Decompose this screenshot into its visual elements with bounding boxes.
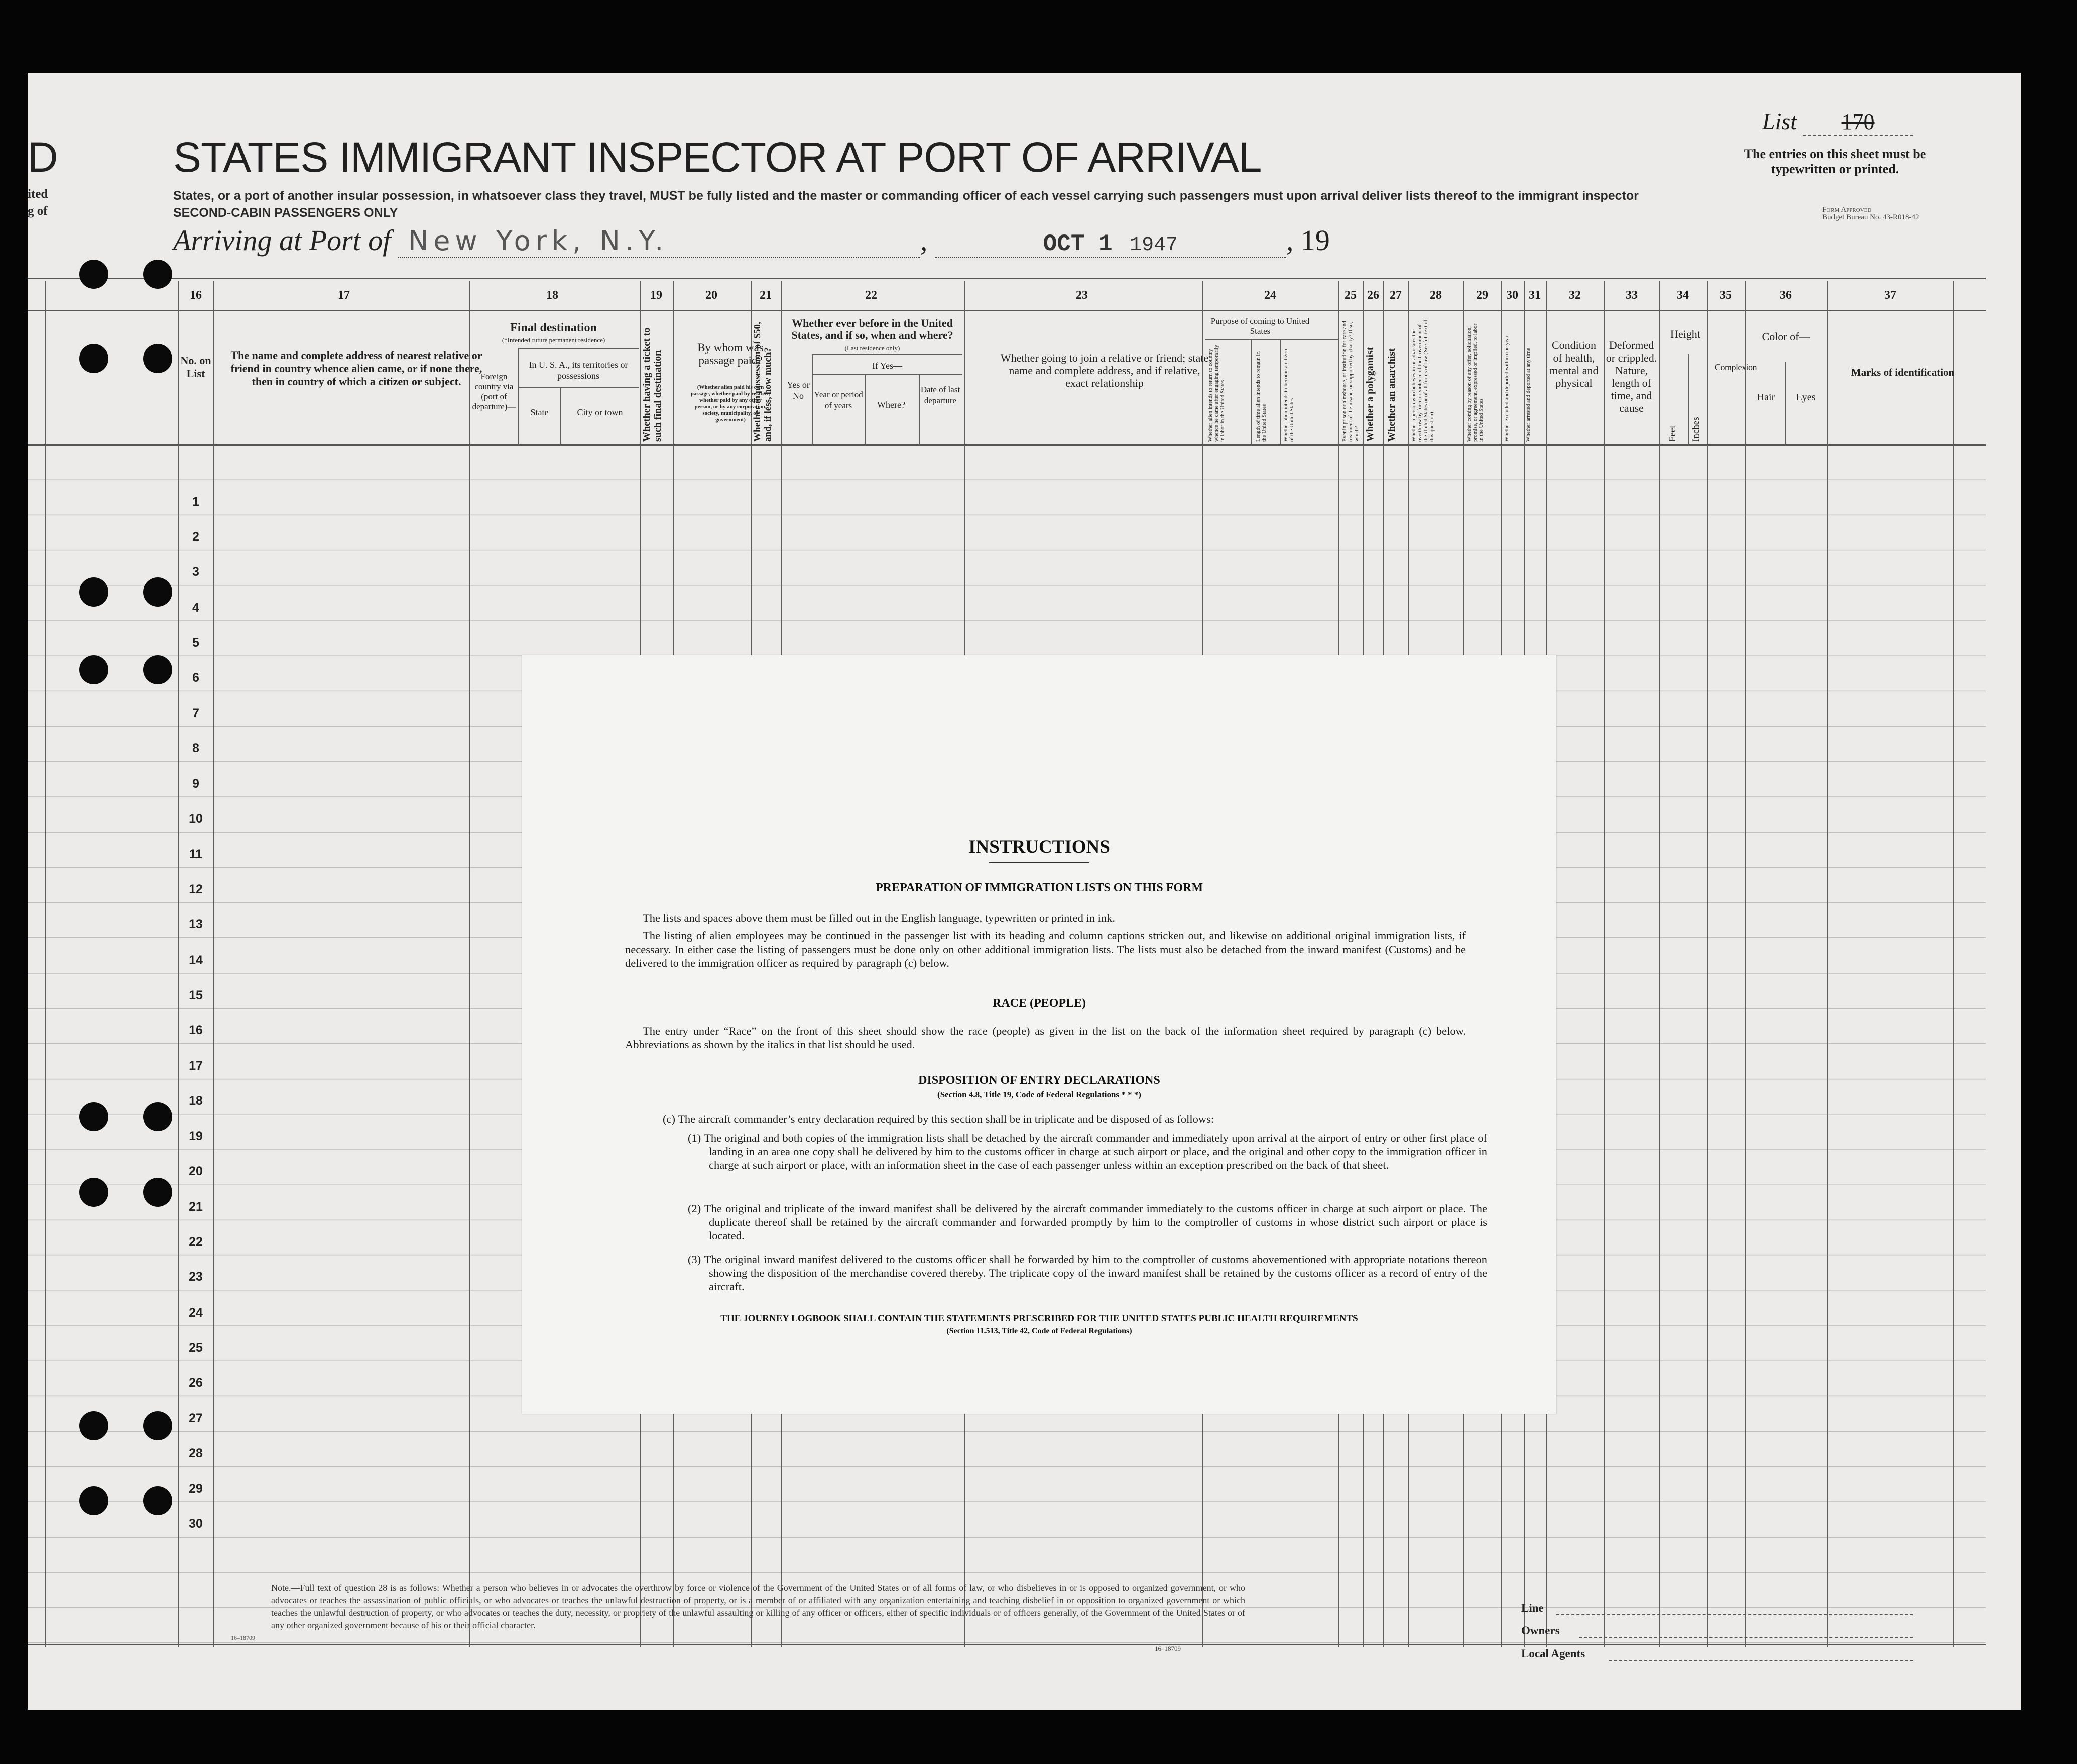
row-number: 25 bbox=[189, 1340, 203, 1355]
col35-header: Complexion bbox=[1715, 362, 1757, 372]
column-rule bbox=[45, 281, 46, 1647]
col22-date: Date of last departure bbox=[920, 385, 960, 405]
instructions-insert bbox=[522, 655, 1556, 1414]
col24-b: Length of time alien intends to remain in the United States bbox=[1255, 351, 1267, 442]
row-number: 5 bbox=[192, 635, 199, 650]
row-number: 10 bbox=[189, 811, 203, 826]
logbook-note: THE JOURNEY LOGBOOK SHALL CONTAIN THE STATEMENTS PRESCRIBED FOR THE UNITED STATES PUBLIC HEALTH REQUIREMENTS bbox=[720, 1313, 1358, 1324]
column-rule bbox=[1745, 281, 1746, 1647]
punch-hole bbox=[79, 260, 108, 289]
column-number: 20 bbox=[705, 289, 717, 302]
row-number: 14 bbox=[189, 953, 203, 967]
col25-header: Ever in prison or almshouse, or institution for care and treatment of the insane, or supported by charity? If so, which? bbox=[1341, 321, 1360, 442]
subtitle-line: States, or a port of another insular possession, in whatsoever class they travel, MUST be fully listed and the master or commanding officer of each vessel carrying such passengers must upon arrival deliver lists thereof to the immigrant inspector bbox=[173, 189, 1639, 203]
century: 19 bbox=[1300, 224, 1330, 257]
instructions-title: INSTRUCTIONS bbox=[968, 837, 1110, 857]
col20-title: By whom was passage paid? bbox=[697, 341, 764, 367]
col18-foreign: Foreign country via (port of departure)— bbox=[472, 372, 516, 411]
column-rule bbox=[1707, 281, 1708, 1647]
item-2 bbox=[688, 1202, 1487, 1242]
col31-header: Whether arrested and deported at any time bbox=[1525, 348, 1531, 442]
column-number: 21 bbox=[760, 289, 772, 302]
column-number: 30 bbox=[1506, 289, 1518, 302]
footnote-q28: Note.—Full text of question 28 is as follows: Whether a person who believes in or advocates the overthrow by force or violence of the Government of the United States or of all forms of law, or who disbelieves in or is opposed to organized government, or who advocates or teaches the assassination of public officials, or who advocates or teaches the unlawful destruction of property, or is a member of or affiliated with any organization entertaining and teaching disbelief in or opposition to organized government or which teaches the unlawful destruction of property, or who advocates or teaches the duty, necessity, or propriety of the unlawful assaulting or killing of any officer or officers, either of specific individuals or of officers generally, of the Government of the United States or of any other organized government because of his or their official character. bbox=[271, 1583, 1245, 1630]
col24-c: Whether alien intends to become a citizen of the United States bbox=[1283, 349, 1295, 442]
line-field bbox=[1556, 1614, 1913, 1615]
col29-header: Whether coming by reason of any offer, solicitation, promise, or agreement, expressed or implied, to labor in the United States bbox=[1466, 323, 1484, 442]
col24-divider bbox=[1280, 339, 1281, 446]
entries-note: The entries on this sheet must be typewritten or printed. bbox=[1744, 147, 1926, 176]
port-field bbox=[398, 223, 920, 258]
col34-feet: Feet bbox=[1667, 425, 1678, 442]
col19-header: Whether having a ticket to such final destination bbox=[641, 327, 663, 442]
row-number: 18 bbox=[189, 1094, 203, 1108]
form-approved: Form Approved bbox=[1822, 206, 1872, 214]
punch-hole bbox=[143, 1411, 172, 1440]
list-number: 170 bbox=[1803, 109, 1913, 136]
row-number: 9 bbox=[192, 776, 199, 791]
column-number: 29 bbox=[1476, 289, 1488, 302]
punch-hole bbox=[79, 577, 108, 607]
item-3-text: (3) The original inward manifest delivered to the customs officer shall be forwarded by him to the comptroller of customs abovementioned with appropriate notations thereon showing the disposition of the merchandise covered thereby. The triplicate copy of the inward manifest shall be retained by the customs officer as a record of entry of the aircraft. bbox=[688, 1253, 1487, 1293]
column-rule bbox=[469, 281, 470, 1647]
row-number: 11 bbox=[189, 847, 203, 861]
para-4-text: (c) The aircraft commander’s entry declaration required by this section shall be in triplicate and be disposed of as follows: bbox=[663, 1113, 1214, 1125]
col32-header: Condition of health, mental and physical bbox=[1549, 339, 1599, 389]
punch-hole bbox=[143, 1178, 172, 1207]
punch-hole bbox=[143, 344, 172, 373]
col36-eyes: Eyes bbox=[1796, 392, 1816, 403]
col17-header: The name and complete address of nearest relative or friend in country whence alien came, or if none there, then in country of which a citizen or subject. bbox=[230, 349, 482, 388]
column-number: 31 bbox=[1529, 289, 1541, 302]
instructions-heading-3-sub: (Section 4.8, Title 19, Code of Federal Regulations * * *) bbox=[937, 1090, 1141, 1099]
punch-hole bbox=[143, 1486, 172, 1515]
column-number: 37 bbox=[1884, 289, 1896, 302]
row-number: 30 bbox=[189, 1516, 203, 1531]
col21-header: Whether in possession of $50, and, if less, how much? bbox=[752, 322, 773, 442]
col18-state: State bbox=[530, 407, 549, 417]
row-number: 3 bbox=[192, 565, 199, 579]
column-number: 32 bbox=[1569, 289, 1581, 302]
punch-hole bbox=[143, 577, 172, 607]
col34-title: Height bbox=[1670, 328, 1700, 340]
column-rule bbox=[213, 281, 214, 1647]
col36-title: Color of— bbox=[1762, 330, 1810, 343]
punch-hole bbox=[143, 260, 172, 289]
page-title: STATES IMMIGRANT INSPECTOR AT PORT OF ARRIVAL bbox=[173, 134, 1262, 181]
col24-title: Purpose of coming to United States bbox=[1210, 316, 1310, 336]
column-number: 18 bbox=[546, 289, 558, 302]
punch-hole bbox=[79, 1411, 108, 1440]
list-number-field bbox=[1762, 108, 1913, 136]
colnum-rule bbox=[28, 310, 1986, 311]
col22-where: Where? bbox=[877, 400, 905, 410]
punch-hole bbox=[79, 1102, 108, 1131]
row-number: 22 bbox=[189, 1235, 203, 1249]
col22-yesno: Yes or No bbox=[787, 380, 810, 401]
instructions-heading-3: DISPOSITION OF ENTRY DECLARATIONS bbox=[918, 1074, 1160, 1087]
row-number: 7 bbox=[192, 706, 199, 721]
left-edge-letter: D bbox=[28, 134, 58, 181]
col18-divider bbox=[518, 348, 519, 446]
col36-divider bbox=[1785, 362, 1786, 446]
column-rule bbox=[1953, 281, 1954, 1647]
column-number: 28 bbox=[1430, 289, 1442, 302]
row-number: 17 bbox=[189, 1059, 203, 1073]
row-number: 29 bbox=[189, 1481, 203, 1496]
col22-sub: (Last residence only) bbox=[844, 344, 900, 352]
row-number: 16 bbox=[189, 1023, 203, 1037]
col18-sub: (*Intended future permanent residence) bbox=[502, 336, 605, 344]
col22-ifyes: If Yes— bbox=[872, 361, 902, 371]
para-3-text: The entry under “Race” on the front of this sheet should show the race (people) as given in the list on the back of the information sheet required by paragraph (c) below. Abbreviations as shown by the italics in that list should be used. bbox=[625, 1025, 1466, 1051]
column-number: 26 bbox=[1367, 289, 1379, 302]
punch-hole bbox=[79, 1486, 108, 1515]
col20-sub: (Whether alien paid his own passage, whether paid by relative, whether paid by any other person, or by any corporation, society, municipality, or government) bbox=[690, 384, 771, 423]
row-number: 2 bbox=[192, 530, 199, 544]
column-number: 36 bbox=[1780, 289, 1792, 302]
col27-header: Whether an anarchist bbox=[1386, 348, 1397, 442]
port-handwritten: New York, N.Y. bbox=[408, 225, 669, 257]
row-number: 21 bbox=[189, 1200, 203, 1214]
column-number: 19 bbox=[650, 289, 662, 302]
col36-hair: Hair bbox=[1757, 392, 1775, 403]
column-number: 25 bbox=[1345, 289, 1357, 302]
column-number: 24 bbox=[1264, 289, 1276, 302]
row-number: 26 bbox=[189, 1376, 203, 1390]
column-number: 35 bbox=[1720, 289, 1732, 302]
list-label: List bbox=[1762, 108, 1797, 134]
column-number: 33 bbox=[1626, 289, 1638, 302]
title-underline bbox=[989, 862, 1089, 863]
col18-divider bbox=[560, 387, 561, 446]
col16-header: No. on List bbox=[180, 354, 211, 380]
row-number: 19 bbox=[189, 1129, 203, 1143]
left-edge-text: g of bbox=[28, 204, 48, 218]
arrival-label: Arriving at Port of bbox=[173, 224, 391, 257]
owners-label: Owners bbox=[1521, 1624, 1560, 1637]
para-1-text: The lists and spaces above them must be filled out in the English language, typewritten or printed in ink. bbox=[643, 912, 1116, 924]
row-number: 23 bbox=[189, 1270, 203, 1284]
form-code: 16–18709 bbox=[231, 1634, 255, 1641]
col34-divider bbox=[1688, 354, 1689, 446]
column-number: 17 bbox=[338, 289, 350, 302]
row-number: 1 bbox=[192, 495, 199, 509]
arrival-line: Arriving at Port of New York, N.Y. , OCT 1 1947 , 19 bbox=[173, 224, 1330, 257]
owners-field bbox=[1579, 1637, 1913, 1638]
row-number: 15 bbox=[189, 988, 203, 1002]
column-number: 23 bbox=[1076, 289, 1088, 302]
line-label: Line bbox=[1521, 1602, 1544, 1614]
col34-inches: Inches bbox=[1691, 417, 1701, 442]
column-rule bbox=[1604, 281, 1605, 1647]
col24-a: Whether alien intends to return to country whence he came after engaging temporarily in labor in the United States bbox=[1207, 345, 1226, 442]
table-top-rule bbox=[28, 278, 1986, 279]
col23-header: Whether going to join a relative or friend; state name and complete address, and if relative, exact relationship bbox=[1000, 351, 1209, 389]
budget-bureau-number: Budget Bureau No. 43-R018-42 bbox=[1822, 213, 1919, 221]
col18-divider bbox=[518, 387, 639, 388]
col22-title: Whether ever before in the United States, and if so, when and where? bbox=[791, 317, 953, 341]
col24-divider bbox=[1205, 339, 1338, 340]
punch-hole bbox=[143, 655, 172, 684]
logbook-note-sub: (Section 11.513, Title 42, Code of Federal Regulations) bbox=[946, 1327, 1132, 1335]
column-number: 16 bbox=[190, 289, 202, 302]
col22-divider bbox=[919, 374, 920, 446]
subtitle-class: SECOND-CABIN PASSENGERS ONLY bbox=[173, 206, 398, 220]
col18-divider bbox=[518, 348, 639, 349]
punch-hole bbox=[79, 655, 108, 684]
column-number: 22 bbox=[865, 289, 877, 302]
local-agents-field bbox=[1609, 1660, 1913, 1661]
table-bottom-rule bbox=[28, 1644, 1986, 1645]
col28-header: Whether a person who believes in or advocates the overthrow by force or violence of the Government of the United States or of all forms of law (See full text of this question) bbox=[1411, 319, 1435, 442]
col37-header: Marks of identification bbox=[1851, 366, 1955, 378]
col18-city: City or town bbox=[577, 407, 623, 417]
row-number: 24 bbox=[189, 1305, 203, 1320]
row-number: 4 bbox=[192, 600, 199, 615]
item-2-text: (2) The original and triplicate of the inward manifest shall be delivered by the aircraft commander immediately to the customs officer in charge at such airport or place. The duplicate thereof shall be retained by the aircraft commander and forwarded promptly by him to the comptroller of customs in whose district such airport or place is located. bbox=[688, 1202, 1487, 1242]
para-2-text: The listing of alien employees may be continued in the passenger list with its heading and column captions stricken out, and likewise on additional original immigration lists, if necessary. In either case the listing of passengers must be done only on other additional immigration lists. The lists must also be detached from the inward manifest (Customs) and be delivered to the immigration officer as required by paragraph (c) below. bbox=[625, 929, 1466, 969]
para-2 bbox=[625, 929, 1466, 970]
punch-hole bbox=[79, 1178, 108, 1207]
item-1 bbox=[688, 1131, 1487, 1172]
col18-usa: In U. S. A., its territories or possessions bbox=[529, 360, 628, 381]
col18-title: Final destination bbox=[510, 321, 597, 334]
year-stamp: 1947 bbox=[1130, 234, 1178, 257]
para-1 bbox=[643, 911, 1466, 925]
col30-header: Whether excluded and deported within one year bbox=[1504, 335, 1510, 442]
row-number: 27 bbox=[189, 1411, 203, 1426]
col24-divider bbox=[1251, 339, 1252, 446]
punch-hole bbox=[79, 344, 108, 373]
column-number: 34 bbox=[1677, 289, 1689, 302]
local-agents-label: Local Agents bbox=[1521, 1647, 1585, 1660]
column-rule bbox=[1659, 281, 1660, 1647]
manifest-sheet bbox=[28, 73, 2021, 1710]
form-code: 16–18709 bbox=[1155, 1644, 1181, 1652]
instructions-heading-2: RACE (PEOPLE) bbox=[993, 997, 1086, 1010]
col33-header: Deformed or crippled. Nature, length of time, and cause bbox=[1606, 339, 1657, 414]
para-4 bbox=[663, 1112, 1466, 1126]
left-edge-text: ited bbox=[28, 187, 48, 201]
row-number: 28 bbox=[189, 1446, 203, 1461]
subtitle bbox=[173, 187, 1669, 221]
column-number: 27 bbox=[1390, 289, 1402, 302]
para-3 bbox=[625, 1024, 1466, 1051]
col22-divider bbox=[812, 354, 962, 355]
date-field bbox=[935, 223, 1286, 258]
row-number: 13 bbox=[189, 917, 203, 932]
col26-header: Whether a polygamist bbox=[1365, 347, 1376, 442]
col22-divider bbox=[812, 374, 962, 375]
instructions-heading-1: PREPARATION OF IMMIGRATION LISTS ON THIS FORM bbox=[875, 881, 1203, 894]
item-1-text: (1) The original and both copies of the immigration lists shall be detached by the aircraft commander and immediately upon arrival at the airport of entry or other first place of landing in an area one copy shall be delivered by him to the customs officer in charge at such airport or place, and the original and other copy to the immigration officer in charge at such airport or place, with an information sheet in the case of each passenger unless within an exception prescribed on the back of that sheet. bbox=[688, 1132, 1487, 1171]
punch-hole bbox=[143, 1102, 172, 1131]
row-number: 20 bbox=[189, 1164, 203, 1179]
item-3 bbox=[688, 1253, 1487, 1293]
col22-year: Year or period of years bbox=[814, 390, 863, 410]
row-number: 8 bbox=[192, 741, 199, 756]
column-rule bbox=[1827, 281, 1828, 1647]
row-number: 6 bbox=[192, 671, 199, 685]
row-number: 12 bbox=[189, 882, 203, 897]
date-stamp: OCT 1 bbox=[1043, 231, 1113, 257]
